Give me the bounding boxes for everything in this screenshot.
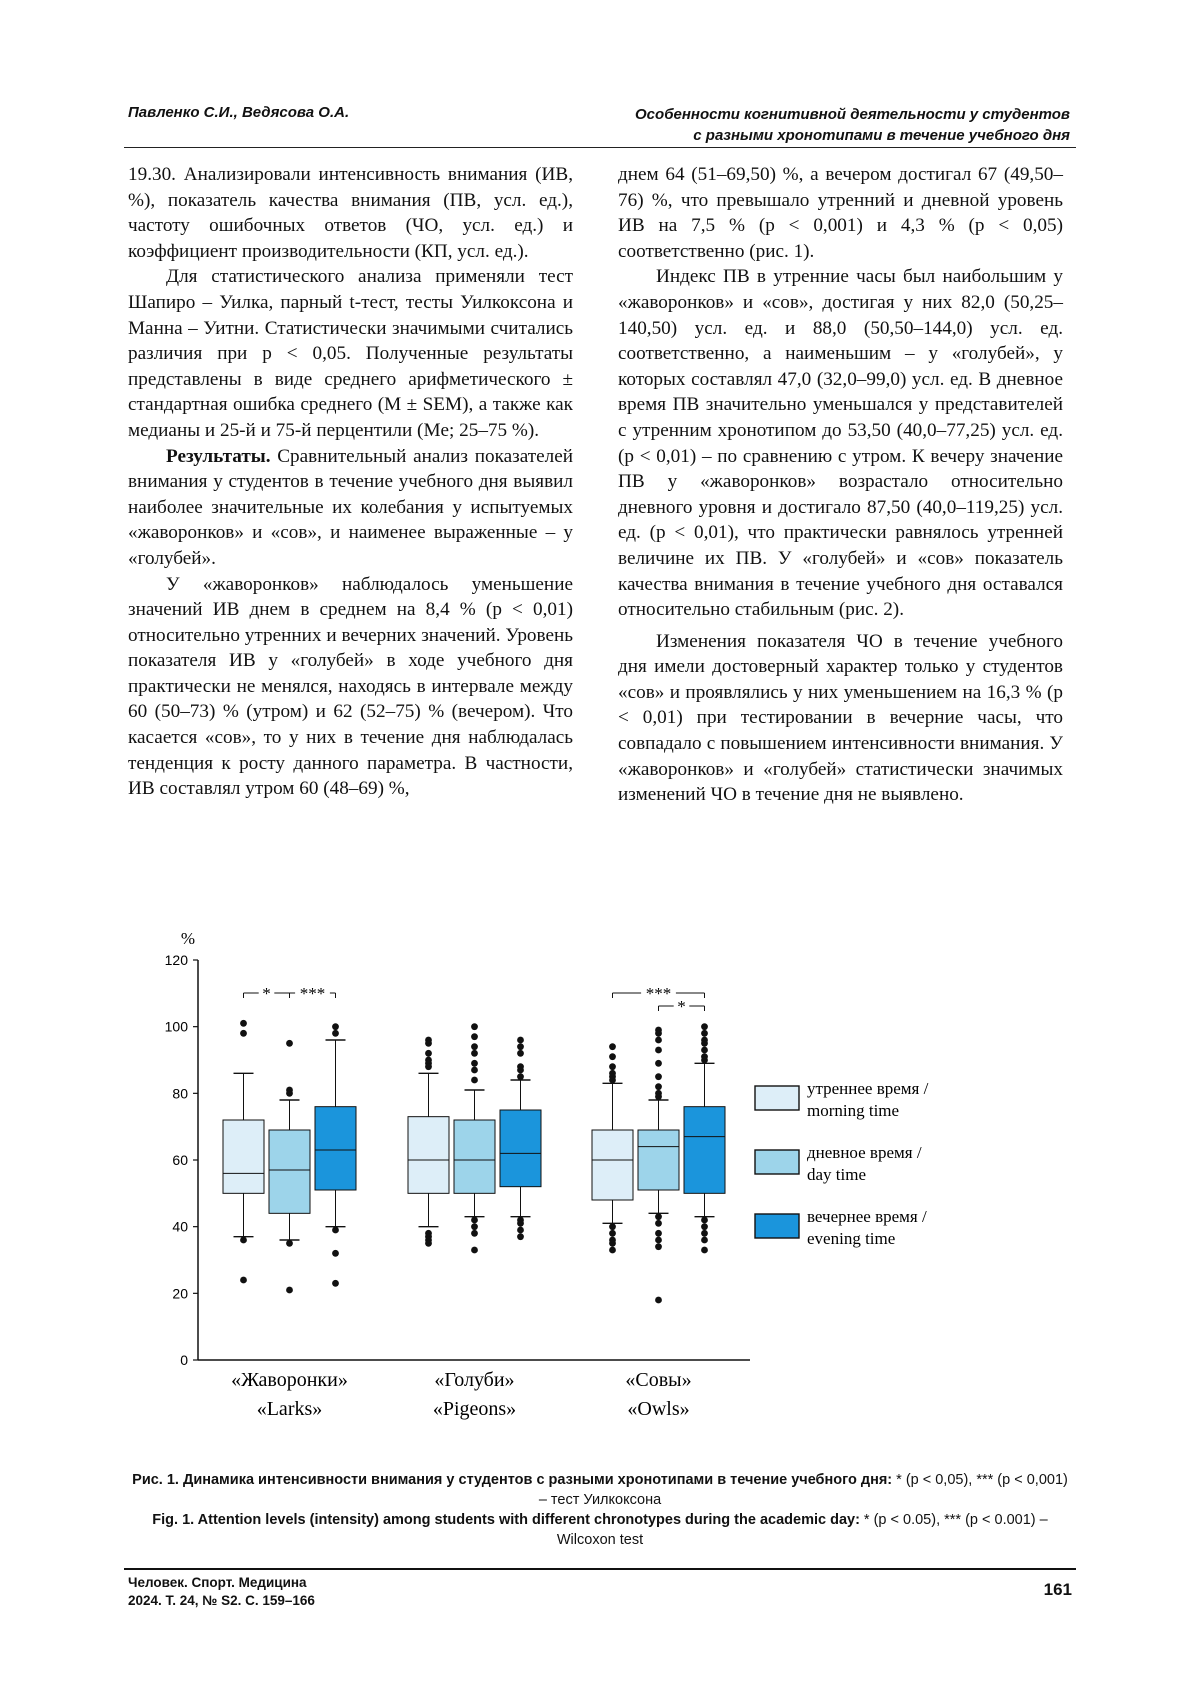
group-label-en: «Pigeons» xyxy=(432,1398,517,1420)
box-iqr xyxy=(408,1117,449,1194)
outlier-point xyxy=(655,1230,662,1237)
outlier-point xyxy=(655,1213,662,1220)
outlier-point xyxy=(655,1237,662,1244)
box-iqr xyxy=(315,1107,356,1190)
outlier-point xyxy=(425,1050,432,1057)
outlier-point xyxy=(471,1060,478,1067)
outlier-point xyxy=(701,1057,708,1064)
group-label: «Совы» xyxy=(625,1369,692,1391)
outlier-point xyxy=(240,1020,247,1027)
outlier-point xyxy=(701,1217,708,1224)
outlier-point xyxy=(655,1073,662,1080)
outlier-point xyxy=(332,1227,339,1234)
outlier-point xyxy=(517,1233,524,1240)
outlier-point xyxy=(425,1063,432,1070)
running-header-title xyxy=(510,104,1070,146)
outlier-point xyxy=(332,1030,339,1037)
footer-issue: 2024. Т. 24, № S2. С. 159–166 xyxy=(128,1593,315,1608)
left-paragraph-4: У «жаворонков» наблюдалось уменьшение значений ИВ днем в среднем на 8,4 % (p < 0,01) относительно утренних и вечерних значений. Уровень показателя ИВ у «голубей» в ходе учебного дня практически не менялся, находясь в интервале между 60 (50–73) % (утром) и 62 (52–75) % (вечером). Что касается «сов», то у них в течение дня наблюдалась тенденция к росту данного параметра. В частности, ИВ составлял утром 60 (48–69) %, xyxy=(128,573,573,800)
outlier-point xyxy=(240,1030,247,1037)
caption-en-bold: Fig. 1. Attention levels (intensity) among students with different chronotypes during the academic day: xyxy=(152,1512,860,1528)
legend-label: дневное время / xyxy=(807,1143,922,1162)
box-iqr xyxy=(592,1130,633,1200)
left-column xyxy=(128,162,573,802)
legend-label: вечернее время / xyxy=(807,1207,927,1226)
outlier-point xyxy=(655,1297,662,1304)
results-text: Сравнительный анализ показателей внимания у студентов в течение учебного дня выявил наиболее значительные их колебания у испытуемых «жаворонков» и «сов», и наименее выраженные – у «голубей». xyxy=(128,445,573,569)
group-label: «Голуби» xyxy=(434,1369,515,1391)
outlier-point xyxy=(286,1287,293,1294)
y-axis-unit-label: % xyxy=(180,929,196,948)
y-tick-label: 20 xyxy=(172,1285,188,1302)
box-iqr xyxy=(500,1110,541,1187)
header-rule xyxy=(124,147,1076,148)
left-paragraph-1: 19.30. Анализировали интенсивность внимания (ИВ, %), показатель качества внимания (ПВ, усл. ед.), частоту ошибочных ответов (ЧО, усл. ед.) и коэффициент производительности (КП, усл. ед.). xyxy=(128,164,573,262)
outlier-point xyxy=(471,1067,478,1074)
legend-label-en: day time xyxy=(807,1165,867,1184)
caption-ru xyxy=(128,1470,1072,1510)
outlier-point xyxy=(701,1237,708,1244)
outlier-point xyxy=(425,1240,432,1247)
y-tick-label: 120 xyxy=(164,952,188,968)
caption-ru-rest: * (p < 0,05), *** (p < 0,001) – тест Уилкоксона xyxy=(538,1472,1068,1508)
right-paragraph-2: Индекс ПВ в утренние часы был наибольшим у «жаворонков» и «сов», достигая у них 82,0 (50,25–140,50) усл. ед. и 88,0 (50,50–144,0) усл. ед. соответственно, а наименьшим – у «голубей», у которых составлял 47,0 (32,0–99,0) усл. ед. В дневное время ПВ значительно уменьшался у представителей с утренним хронотипом до 53,50 (40,0–77,25) усл. ед. (p < 0,01) – по сравнению с утром. К вечеру значение ПВ у «жаворонков» возрастало относительно дневного уровня и достигало 87,50 (40,0–119,25) усл. ед. (p < 0,01), что практически равнялось утренней величине их ПВ. У «голубей» и «сов» показатель качества внимания в течение учебного дня оставался относительно стабильным (рис. 2). xyxy=(618,266,1063,621)
outlier-point xyxy=(655,1093,662,1100)
outlier-point xyxy=(517,1050,524,1057)
outlier-point xyxy=(240,1277,247,1284)
outlier-point xyxy=(471,1050,478,1057)
outlier-point xyxy=(655,1037,662,1044)
y-tick-label: 80 xyxy=(172,1085,188,1102)
box-iqr xyxy=(684,1107,725,1194)
y-tick-label: 0 xyxy=(180,1352,188,1368)
legend-label: утреннее время / xyxy=(807,1079,929,1098)
right-paragraph-1: днем 64 (51–69,50) %, а вечером достигал 67 (49,50–76) %, что превышало утренний и дневной уровень ИВ на 7,5 % (p < 0,001) и 4,3 % (p < 0,05) соответственно (рис. 1). xyxy=(618,164,1063,262)
outlier-point xyxy=(332,1023,339,1030)
outlier-point xyxy=(471,1043,478,1050)
y-tick-label: 60 xyxy=(172,1152,188,1168)
outlier-point xyxy=(609,1247,616,1254)
outlier-point xyxy=(701,1247,708,1254)
outlier-point xyxy=(609,1223,616,1230)
y-tick-label: 40 xyxy=(172,1218,188,1235)
significance-label: * xyxy=(677,997,686,1016)
outlier-point xyxy=(655,1220,662,1227)
significance-label: *** xyxy=(645,984,672,1003)
box-iqr xyxy=(269,1130,310,1213)
outlier-point xyxy=(655,1030,662,1037)
outlier-point xyxy=(332,1250,339,1257)
outlier-point xyxy=(240,1237,247,1244)
page-number: 161 xyxy=(1043,1580,1072,1599)
outlier-point xyxy=(655,1083,662,1090)
box-iqr xyxy=(638,1130,679,1190)
right-column xyxy=(618,162,1063,808)
outlier-point xyxy=(471,1077,478,1084)
legend-swatch xyxy=(755,1086,799,1110)
outlier-point xyxy=(609,1063,616,1070)
footer-journal: Человек. Спорт. Медицина xyxy=(128,1575,307,1590)
left-paragraph-2: Для статистического анализа применяли тест Шапиро – Уилка, парный t-тест, тесты Уилкоксона и Манна – Уитни. Статистически значимыми считались различия при p < 0,05. Полученные результаты представлены в виде среднего арифметического ± стандартная ошибка среднего (M ± SEM), а также как медианы и 25-й и 75-й перцентили (Me; 25–75 %). xyxy=(128,266,573,441)
legend-label-en: evening time xyxy=(807,1229,896,1248)
legend-label-en: morning time xyxy=(807,1101,900,1120)
outlier-point xyxy=(655,1047,662,1054)
outlier-point xyxy=(471,1217,478,1224)
caption-en-rest: * (p < 0.05), *** (p < 0.001) – Wilcoxon test xyxy=(556,1512,1048,1548)
outlier-point xyxy=(425,1040,432,1047)
right-paragraph-3: Изменения показателя ЧО в течение учебного дня имели достоверный характер только у студентов «сов» и проявлялись у них уменьшением на 16,3 % (p < 0,01) при тестировании в вечерние часы, что совпадало с повышением интенсивности внимания. У «жаворонков» и «голубей» статистически значимых изменений ЧО в течение дня не выявлено. xyxy=(618,630,1063,806)
figure-caption xyxy=(128,1470,1072,1550)
outlier-point xyxy=(471,1230,478,1237)
outlier-point xyxy=(286,1090,293,1097)
outlier-point xyxy=(517,1227,524,1234)
significance-label: *** xyxy=(299,984,326,1003)
group-label-en: «Owls» xyxy=(627,1398,690,1420)
outlier-point xyxy=(517,1220,524,1227)
outlier-point xyxy=(517,1043,524,1050)
outlier-point xyxy=(609,1230,616,1237)
outlier-point xyxy=(701,1030,708,1037)
outlier-point xyxy=(517,1037,524,1044)
outlier-point xyxy=(701,1230,708,1237)
outlier-point xyxy=(286,1240,293,1247)
results-heading: Результаты. xyxy=(166,445,271,467)
running-header-authors: Павленко С.И., Ведясова О.А. xyxy=(128,104,350,121)
outlier-point xyxy=(701,1040,708,1047)
boxplot-chart xyxy=(128,920,1072,1480)
running-header-title-line1: Особенности когнитивной деятельности у студентов xyxy=(635,106,1070,123)
box-iqr xyxy=(223,1120,264,1193)
caption-ru-bold: Рис. 1. Динамика интенсивности внимания у студентов с разными хронотипами в течение учебного дня: xyxy=(132,1472,893,1488)
outlier-point xyxy=(471,1223,478,1230)
outlier-point xyxy=(655,1243,662,1250)
outlier-point xyxy=(655,1060,662,1067)
group-label: «Жаворонки» xyxy=(231,1369,348,1391)
group-label-en: «Larks» xyxy=(256,1398,323,1420)
outlier-point xyxy=(471,1247,478,1254)
legend-swatch xyxy=(755,1150,799,1174)
outlier-point xyxy=(471,1023,478,1030)
box-iqr xyxy=(454,1120,495,1193)
outlier-point xyxy=(609,1043,616,1050)
left-paragraph-3 xyxy=(128,444,573,572)
outlier-point xyxy=(286,1040,293,1047)
outlier-point xyxy=(701,1023,708,1030)
outlier-point xyxy=(609,1240,616,1247)
caption-en xyxy=(128,1510,1072,1550)
outlier-point xyxy=(471,1033,478,1040)
outlier-point xyxy=(701,1047,708,1054)
figure-1 xyxy=(128,920,1072,1480)
running-header-title-line2: с разными хронотипами в течение учебного дня xyxy=(693,127,1070,144)
significance-label: * xyxy=(262,984,271,1003)
outlier-point xyxy=(332,1280,339,1287)
outlier-point xyxy=(609,1077,616,1084)
outlier-point xyxy=(609,1053,616,1060)
legend-swatch xyxy=(755,1214,799,1238)
outlier-point xyxy=(517,1073,524,1080)
y-tick-label: 100 xyxy=(164,1018,188,1035)
outlier-point xyxy=(517,1067,524,1074)
footer-journal-info xyxy=(128,1574,315,1610)
footer-rule xyxy=(124,1568,1076,1570)
outlier-point xyxy=(701,1223,708,1230)
